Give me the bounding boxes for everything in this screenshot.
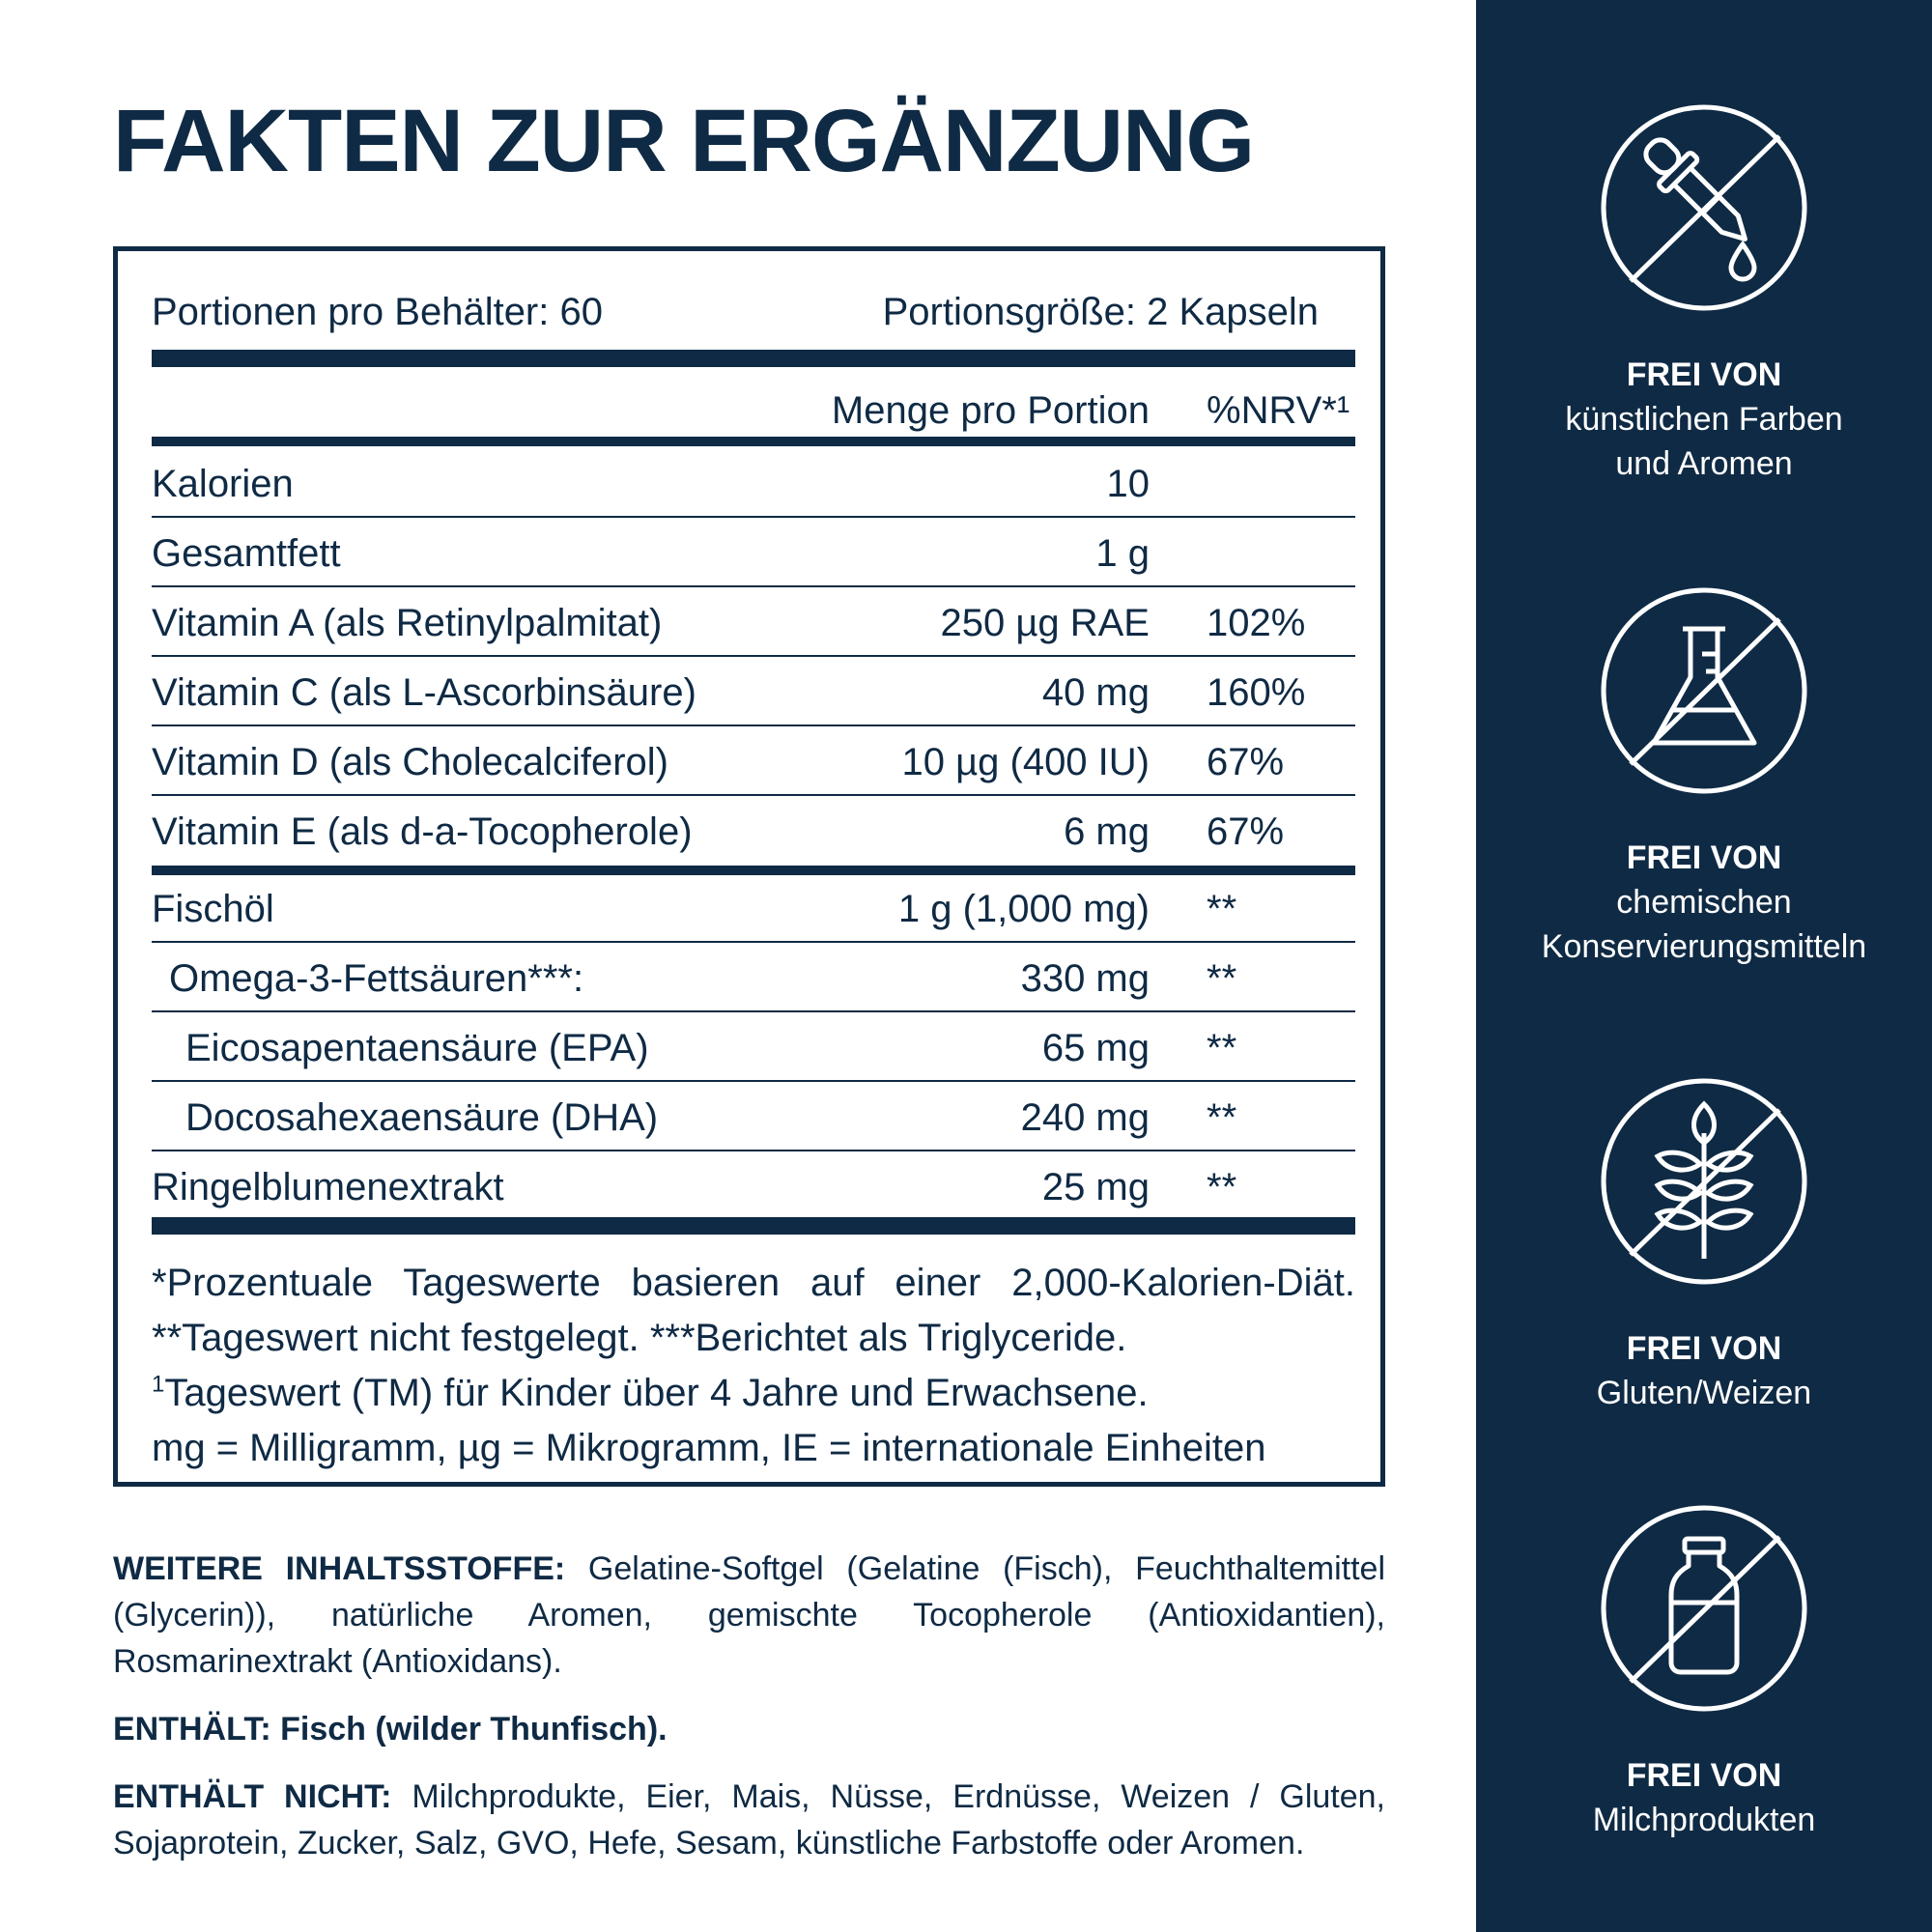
nutrient-name: Vitamin E (als d-a-Tocopherole)	[152, 810, 693, 853]
nutrient-amount: 240 mg	[1020, 1096, 1150, 1139]
does-not-contain-label: ENTHÄLT NICHT:	[113, 1778, 392, 1815]
nutrient-name: Vitamin C (als L-Ascorbinsäure)	[152, 671, 696, 714]
nutrient-name: Docosahexaensäure (DHA)	[185, 1096, 659, 1139]
nutrient-name: Vitamin D (als Cholecalciferol)	[152, 741, 668, 783]
badge-no-gluten	[1476, 1075, 1932, 1415]
nutrient-amount: 6 mg	[1064, 810, 1150, 853]
divider-medium	[152, 866, 1355, 875]
nutrient-name: Ringelblumenextrakt	[152, 1166, 504, 1208]
footnote-daily-values: *Prozentuale Tageswerte basieren auf einer 2,000-Kalorien-Diät. **Tageswert nicht festgelegt. ***Berichtet als Triglyceride.	[152, 1262, 1355, 1359]
badge-description: chemischen Konservierungsmitteln	[1541, 884, 1867, 965]
contains-text: ENTHÄLT: Fisch (wilder Thunfisch).	[113, 1711, 668, 1747]
badge-heading: FREI VON	[1626, 1757, 1782, 1794]
table-row	[152, 728, 1355, 796]
nutrient-nrv: 160%	[1207, 671, 1306, 714]
badge-description: künstlichen Farben und Aromen	[1565, 401, 1843, 482]
footnote-superscript: 1	[152, 1371, 165, 1398]
does-not-contain	[113, 1774, 1385, 1866]
table-row	[152, 589, 1355, 657]
table-row	[152, 875, 1355, 943]
table-row	[152, 659, 1355, 726]
nutrient-amount: 1 g (1,000 mg)	[897, 888, 1150, 930]
nutrient-nrv: **	[1207, 1096, 1237, 1139]
badge-description: Milchprodukten	[1592, 1802, 1816, 1838]
footnotes	[152, 1256, 1355, 1476]
does-not-contain-text: Milchprodukte, Eier, Mais, Nüsse, Erdnüsse, Weizen / Gluten, Sojaprotein, Zucker, Salz, GVO, Hefe, Sesam, künstliche Farbstoffe oder Aromen.	[113, 1778, 1385, 1861]
nutrient-amount: 10	[1106, 463, 1150, 505]
nutrient-nrv: 67%	[1207, 741, 1285, 783]
wheat-icon	[1598, 1075, 1810, 1288]
divider-thick	[152, 350, 1355, 367]
header-nrv: %NRV*¹	[1207, 389, 1350, 432]
table-row	[152, 520, 1355, 587]
flask-icon	[1598, 584, 1810, 797]
divider-thick	[152, 1217, 1355, 1235]
badge-heading: FREI VON	[1626, 356, 1782, 393]
other-ingredients	[113, 1546, 1385, 1685]
other-ingredients-label: WEITERE INHALTSSTOFFE:	[113, 1550, 566, 1587]
badge-no-artificial-colors	[1476, 101, 1932, 486]
nutrient-amount: 1 g	[1095, 532, 1150, 575]
badge-heading: FREI VON	[1626, 839, 1782, 876]
servings-row	[152, 288, 1355, 336]
nutrient-nrv: **	[1207, 1027, 1237, 1069]
milk-bottle-icon	[1598, 1502, 1810, 1715]
nutrient-name: Vitamin A (als Retinylpalmitat)	[152, 602, 663, 644]
ingredients-section	[113, 1546, 1385, 1888]
nutrient-amount: 40 mg	[1041, 671, 1150, 714]
page-title: FAKTEN ZUR ERGÄNZUNG	[113, 92, 1255, 190]
nutrient-name: Kalorien	[152, 463, 294, 505]
dropper-icon	[1598, 101, 1810, 314]
header-amount: Menge pro Portion	[831, 389, 1150, 432]
nutrient-nrv: **	[1207, 1166, 1237, 1208]
nutrient-nrv: 67%	[1207, 810, 1285, 853]
contains-allergen	[113, 1706, 1385, 1752]
table-header	[152, 377, 1355, 444]
footnote-units: mg = Milligramm, µg = Mikrogramm, IE = internationale Einheiten	[152, 1427, 1266, 1469]
badge-no-dairy	[1476, 1502, 1932, 1842]
table-row	[152, 798, 1355, 866]
table-row	[152, 450, 1355, 518]
nutrient-amount: 250 µg RAE	[940, 602, 1150, 644]
table-row	[152, 945, 1355, 1012]
nutrient-nrv: **	[1207, 888, 1237, 930]
badge-description: Gluten/Weizen	[1596, 1375, 1812, 1411]
servings-per-container: Portionen pro Behälter: 60	[152, 291, 603, 333]
table-row	[152, 1084, 1355, 1151]
nutrient-name: Omega-3-Fettsäuren***:	[169, 957, 584, 1000]
table-row	[152, 1153, 1355, 1221]
footnote-children	[152, 1366, 1355, 1421]
badge-no-preservatives	[1476, 584, 1932, 969]
nutrient-name: Eicosapentaensäure (EPA)	[185, 1027, 649, 1069]
nutrient-name: Fischöl	[152, 888, 274, 930]
nutrient-amount: 25 mg	[1041, 1166, 1150, 1208]
nutrient-nrv: **	[1207, 957, 1237, 1000]
facts-table	[113, 246, 1385, 1487]
nutrient-amount: 330 mg	[1020, 957, 1150, 1000]
nutrient-amount: 65 mg	[1041, 1027, 1150, 1069]
free-from-sidebar	[1476, 0, 1932, 1932]
nutrient-name: Gesamtfett	[152, 532, 341, 575]
nutrient-nrv: 102%	[1207, 602, 1306, 644]
other-ingredients-text: Gelatine-Softgel (Gelatine (Fisch), Feuchthaltemittel (Glycerin)), natürliche Aromen, gemischte Tocopherole (Antioxidantien), Rosmarinextrakt (Antioxidans).	[113, 1550, 1386, 1680]
table-row	[152, 1014, 1355, 1082]
nutrient-amount: 10 µg (400 IU)	[901, 741, 1150, 783]
divider-medium	[152, 437, 1355, 446]
badge-heading: FREI VON	[1626, 1330, 1782, 1367]
footnote-children-text: Tageswert (TM) für Kinder über 4 Jahre und Erwachsene.	[164, 1372, 1149, 1414]
serving-size: Portionsgröße: 2 Kapseln	[882, 291, 1319, 333]
